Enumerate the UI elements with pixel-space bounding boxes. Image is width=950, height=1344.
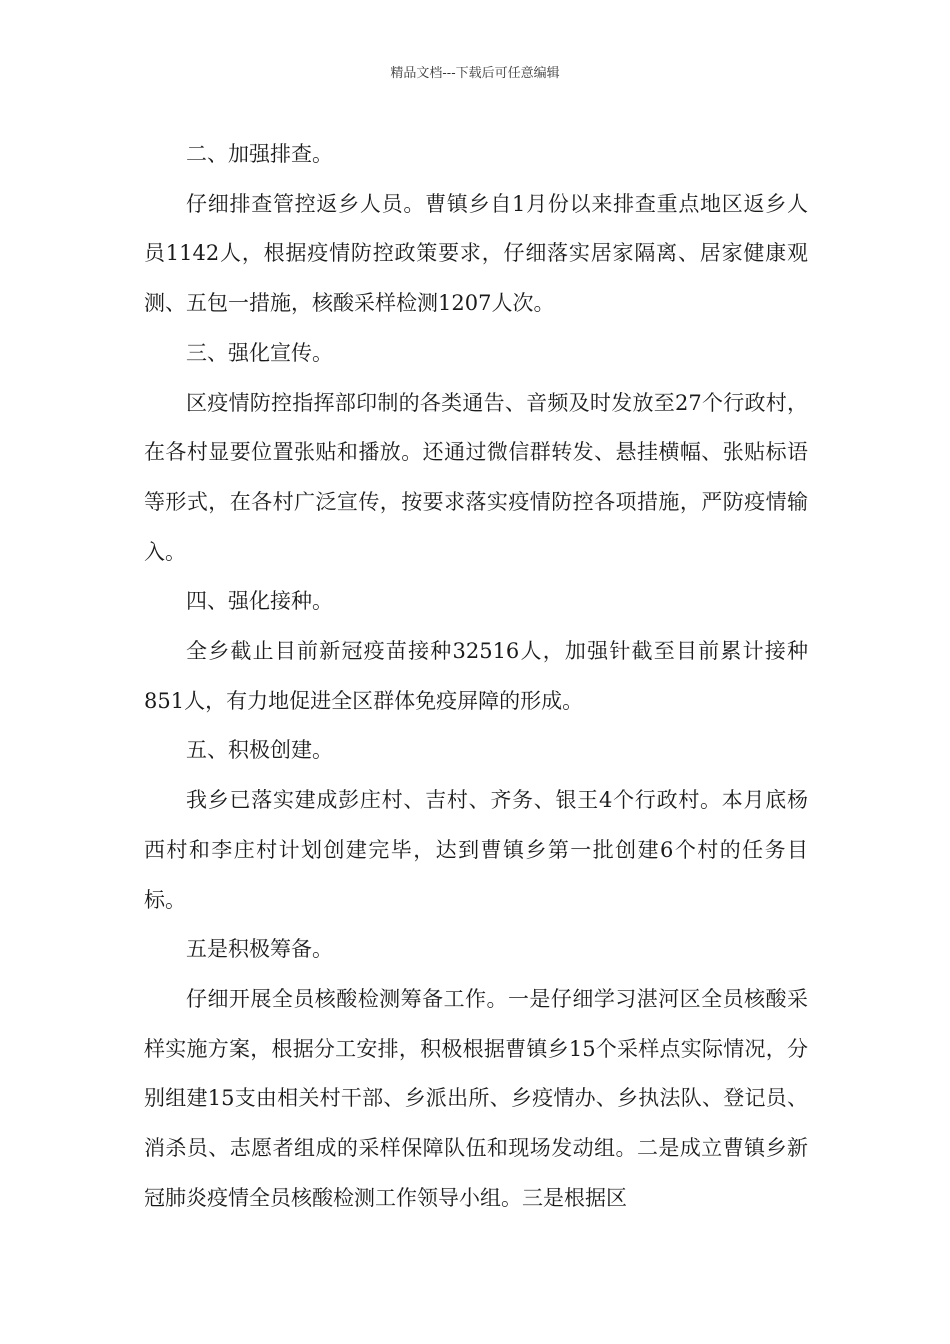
section-heading: 二、加强排查。 — [186, 142, 333, 166]
section-heading: 五是积极筹备。 — [186, 937, 333, 962]
section-heading: 五、积极创建。 — [186, 738, 333, 763]
paragraph: 全乡截止目前新冠疫苗接种32516人，加强针截至目前累计接种851人，有力地促进全区群体免疫屏障的形成。 — [144, 639, 808, 713]
page-header: 精品文档---下载后可任意编辑 — [390, 66, 560, 81]
section-heading: 三、强化宣传。 — [186, 340, 333, 365]
paragraph: 我乡已落实建成彭庄村、吉村、齐务、银王4个行政村。本月底杨西村和李庄村计划创建完毕，达到曹镇乡第一批创建6个村的任务目标。 — [144, 788, 808, 912]
section-heading: 四、强化接种。 — [186, 589, 333, 614]
paragraph: 区疫情防控指挥部印制的各类通告、音频及时发放至27个行政村，在各村显要位置张贴和播放。还通过微信群转发、悬挂横幅、张贴标语等形式，在各村广泛宣传，按要求落实疫情防控各项措施，严防疫情输入。 — [144, 390, 808, 564]
paragraph: 仔细开展全员核酸检测筹备工作。一是仔细学习湛河区全员核酸采样实施方案，根据分工安排，积极根据曹镇乡15个采样点实际情况，分别组建15支由相关村干部、乡派出所、乡疫情办、乡执法队、登记员、消杀员、志愿者组成的采样保障队伍和现场发动组。二是成立曹镇乡新冠肺炎疫情全员核酸检测工作领导小组。三是根据区 — [144, 986, 808, 1210]
paragraph: 仔细排查管控返乡人员。曹镇乡自1月份以来排查重点地区返乡人员1142人，根据疫情防控政策要求，仔细落实居家隔离、居家健康观测、五包一措施，核酸采样检测1207人次。 — [144, 191, 808, 316]
document-body — [144, 130, 808, 1223]
